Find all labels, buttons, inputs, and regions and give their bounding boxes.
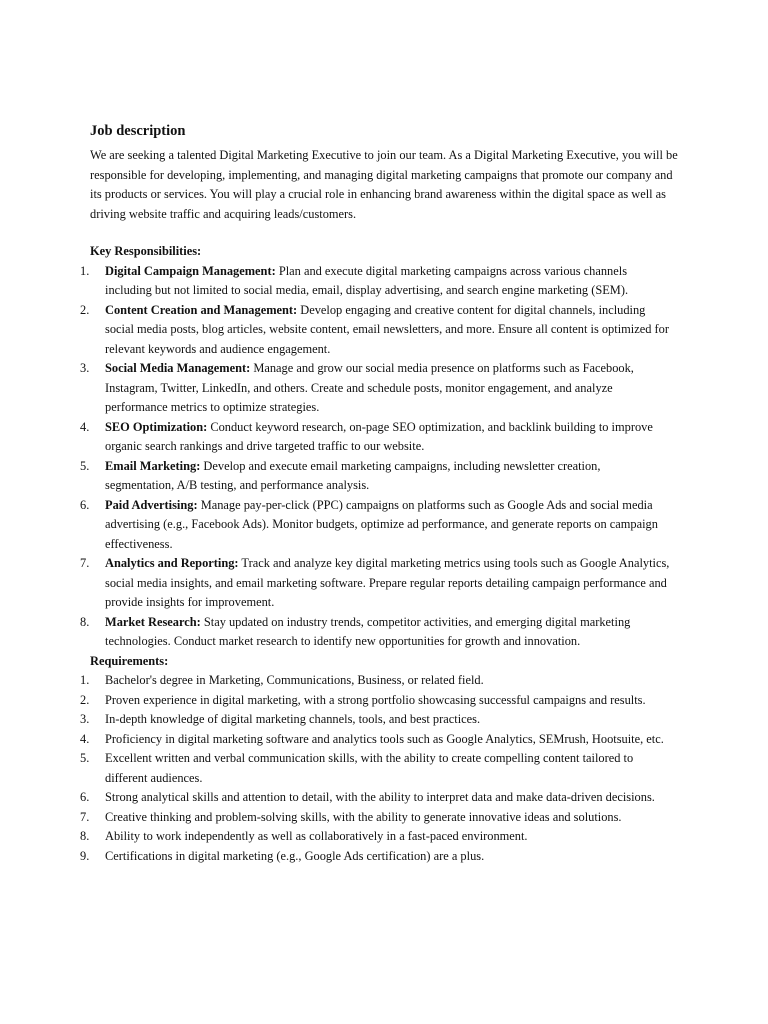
list-item-text: Proven experience in digital marketing, with a strong portfolio showcasing successful campaigns and results. [105, 692, 646, 707]
list-item [80, 418, 670, 457]
list-item-text: Excellent written and verbal communication skills, with the ability to create compelling content tailored to different audiences. [105, 751, 634, 785]
list-number: 8. [80, 614, 90, 629]
requirements-list [80, 671, 670, 866]
responsibilities-list [80, 262, 670, 652]
list-item-lead: Market Research: [105, 614, 201, 629]
list-item [80, 613, 670, 652]
list-number: 3. [80, 712, 90, 726]
list-item [80, 359, 670, 418]
requirements-heading: Requirements: [90, 653, 169, 668]
list-item-text: Track and analyze key digital marketing metrics using tools such as Google Analytics, social media insights, and email marketing software. Prepare regular reports detailing campaign performance and provide insights for improvement. [105, 556, 670, 609]
list-number: 2. [80, 302, 90, 317]
list-item-lead: Content Creation and Management: [105, 302, 298, 317]
list-item-text: Bachelor's degree in Marketing, Communications, Business, or related field. [105, 673, 484, 687]
list-item-lead: Paid Advertising: [105, 497, 198, 512]
list-item-lead: Analytics and Reporting: [105, 556, 239, 570]
list-item-text: Plan and execute digital marketing campaigns across various channels including but not limited to social media, email, display advertising, and search engine marketing (SEM). [105, 263, 629, 297]
list-item [80, 730, 670, 750]
list-number: 7. [80, 556, 90, 570]
list-number: 2. [80, 692, 90, 707]
responsibilities-heading: Key Responsibilities: [90, 244, 202, 258]
list-item-lead: Email Marketing: [105, 458, 201, 473]
list-number: 5. [80, 751, 90, 765]
list-number: 6. [80, 790, 90, 804]
list-item-text: Develop engaging and creative content for digital channels, including social media posts, blog articles, website content, email newsletters, and more. Ensure all content is optimized for relevant keywords and audience engagement. [105, 302, 669, 356]
list-item-text: Stay updated on industry trends, competitor activities, and emerging digital marketing technologies. Conduct market research to identify new opportunities for growth and innovation. [105, 614, 631, 648]
list-item [80, 671, 670, 691]
list-item-text: Manage pay-per-click (PPC) campaigns on platforms such as Google Ads and social media advertising (e.g., Facebook Ads). Monitor budgets, optimize ad performance, and generate reports on campaign effectiveness. [105, 497, 658, 551]
list-item-text: Conduct keyword research, on-page SEO optimization, and backlink building to improve organic search rankings and drive targeted traffic to our website. [105, 419, 653, 453]
list-item [80, 301, 670, 360]
list-number: 3. [80, 361, 90, 375]
list-item-lead: SEO Optimization: [105, 419, 208, 434]
list-item [80, 262, 670, 301]
list-item [80, 808, 670, 828]
list-item [80, 710, 670, 730]
list-item-text: Develop and execute email marketing campaigns, including newsletter creation, segmentation, A/B testing, and performance analysis. [105, 458, 601, 492]
list-item-text: Certifications in digital marketing (e.g., Google Ads certification) are a plus. [105, 848, 485, 863]
list-item-text: Creative thinking and problem-solving skills, with the ability to generate innovative ideas and solutions. [105, 809, 622, 824]
list-number: 5. [80, 458, 90, 473]
page-title: Job description [90, 123, 186, 139]
list-item [80, 554, 670, 613]
list-item [80, 847, 670, 867]
list-item [80, 691, 670, 711]
list-item-lead: Digital Campaign Management: [105, 263, 276, 278]
list-item-text: Manage and grow our social media presence on platforms such as Facebook, Instagram, Twitter, LinkedIn, and others. Create and schedule posts, monitor engagement, and analyze performance metrics to optimize strategies. [105, 361, 634, 414]
list-item-lead: Social Media Management: [105, 361, 251, 375]
list-number: 1. [80, 263, 90, 278]
list-item [80, 788, 670, 808]
list-number: 8. [80, 829, 90, 843]
list-item [80, 496, 670, 555]
list-item-text: Strong analytical skills and attention to detail, with the ability to interpret data and make data-driven decisions. [105, 790, 655, 804]
list-number: 7. [80, 809, 90, 824]
list-number: 9. [80, 848, 90, 863]
list-number: 4. [80, 419, 90, 434]
list-number: 4. [80, 731, 90, 746]
list-item [80, 827, 670, 847]
list-item-text: Ability to work independently as well as collaboratively in a fast-paced environment. [105, 829, 528, 843]
list-item [80, 749, 670, 788]
document-page [80, 122, 680, 866]
list-item-text: In-depth knowledge of digital marketing channels, tools, and best practices. [105, 712, 481, 726]
list-number: 1. [80, 673, 90, 687]
list-item-text: Proficiency in digital marketing software and analytics tools such as Google Analytics, SEMrush, Hootsuite, etc. [105, 731, 664, 746]
intro-paragraph: We are seeking a talented Digital Marketing Executive to join our team. As a Digital Marketing Executive, you will be responsible for developing, implementing, and managing digital marketing campaigns that promote our company and its products or services. You will play a crucial role in enhancing brand awareness within the digital space as well as driving website traffic and acquiring leads/customers. [90, 148, 678, 221]
list-number: 6. [80, 497, 90, 512]
list-item [80, 457, 670, 496]
